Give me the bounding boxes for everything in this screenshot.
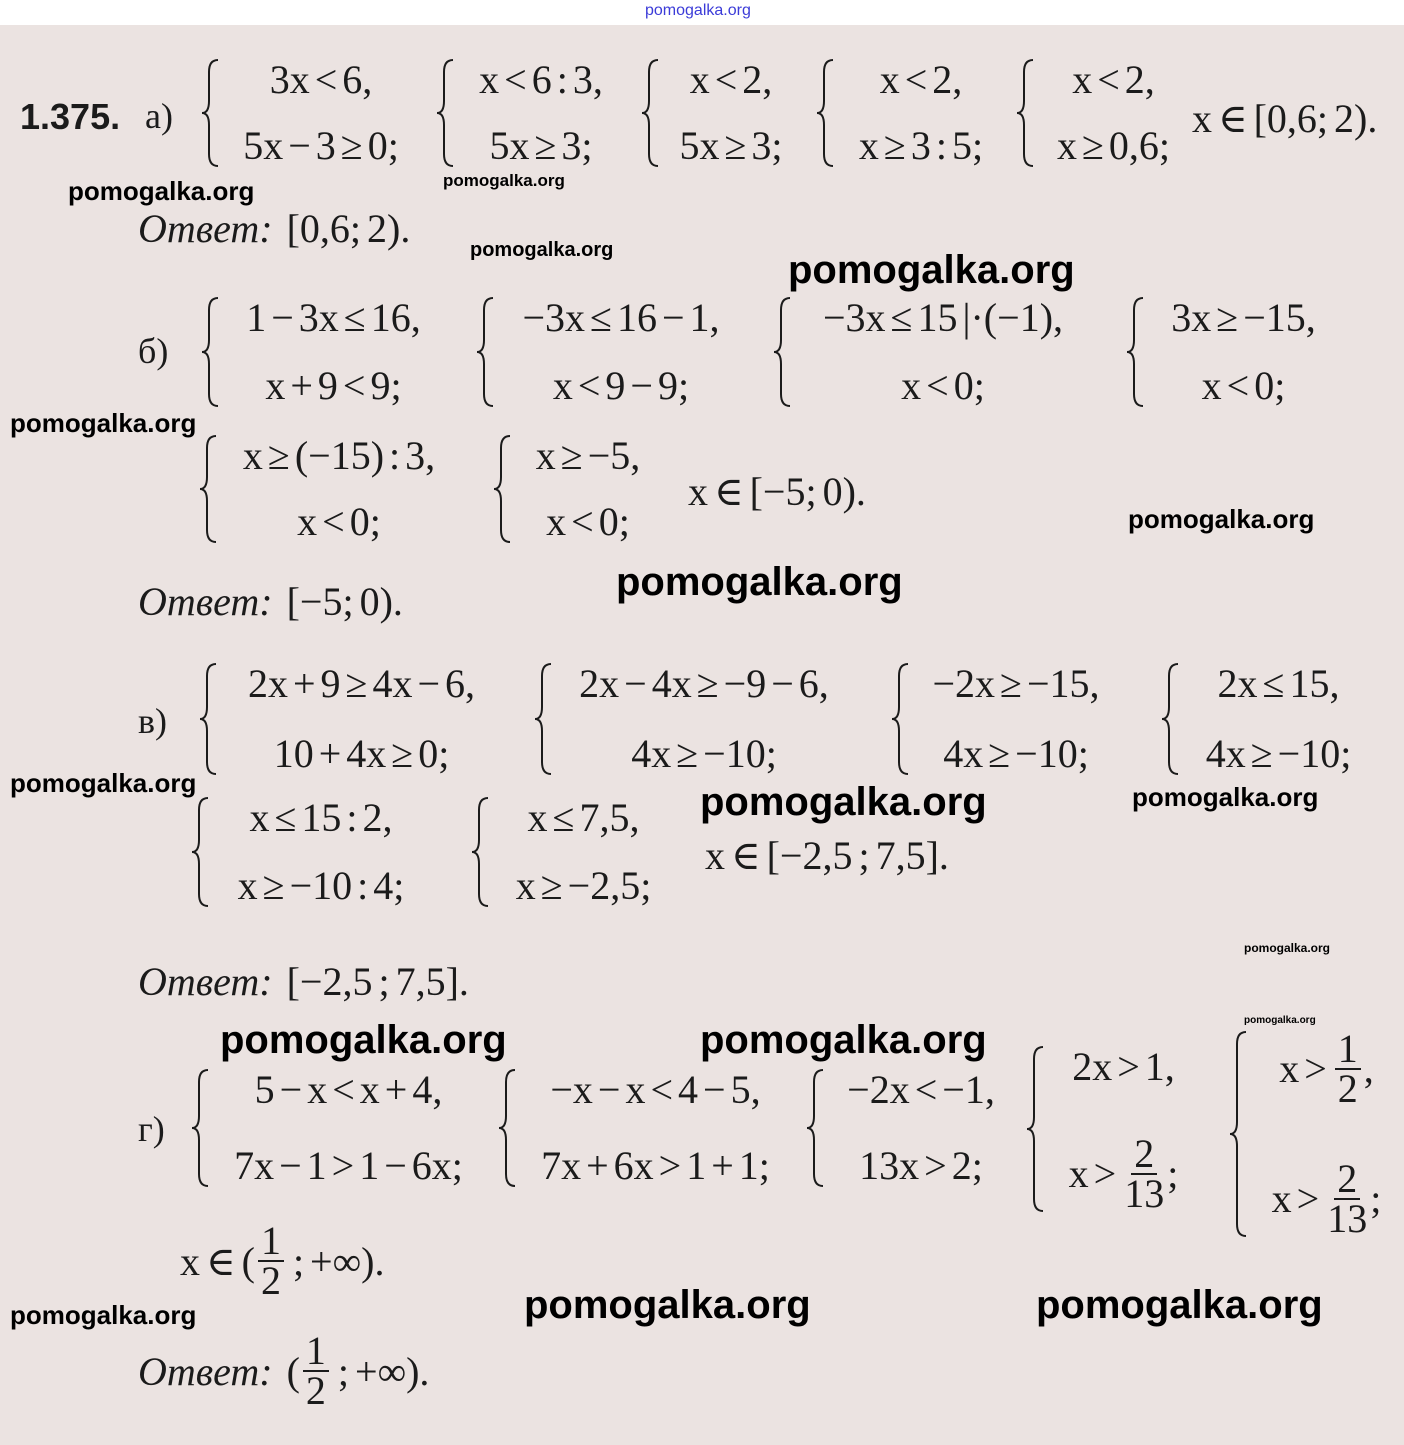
math-text: ; [1370,1176,1382,1221]
math-text: ; +∞). [286,1238,385,1284]
inequality-line [496,796,671,840]
math-text: x ≥ −5, [535,433,641,478]
left-brace-icon [198,662,220,776]
inequality-line [841,124,1001,168]
left-brace-icon [200,58,222,168]
math-text: 4x ≥ −10; [1205,731,1352,776]
left-brace-icon [640,58,662,168]
math-text: ( [286,1348,300,1394]
inequality-system [533,662,849,776]
watermark: pomogalka.org [10,408,197,438]
inequality-system [815,58,1001,168]
inequality-line [501,364,741,408]
numerator: 1 [258,1222,284,1262]
left-brace-icon [492,434,514,544]
left-brace-icon [1160,662,1182,776]
answer-label: Ответ: [138,206,273,251]
inequality-line [501,296,741,340]
solution-set [688,468,866,515]
left-brace-icon [435,58,457,168]
math-text: x < 6 : 3, [479,57,603,102]
math-text: 5x − 3 ≥ 0; [243,123,399,168]
inequality-line [1051,1131,1196,1216]
watermark: pomogalka.org [1128,504,1315,534]
inequality-system [1160,662,1371,776]
inequality-system [200,58,416,168]
math-text: 5x ≥ 3; [489,123,593,168]
solution-set [180,1218,385,1303]
left-brace-icon [497,1068,519,1188]
watermark: pomogalka.org [700,1018,987,1062]
numerator: 2 [1131,1135,1157,1175]
fraction [1124,1131,1165,1216]
watermark: pomogalka.org [68,176,255,206]
inequality-line [461,124,621,168]
math-text: 5 − x < x + 4, [254,1067,443,1112]
inequality-line [518,500,658,544]
fraction [258,1218,284,1303]
inequality-system [1025,1044,1196,1216]
math-text: x < 0; [297,499,381,544]
inequality-line [1151,296,1336,340]
fraction [303,1328,329,1413]
math-text: x < 9 − 9; [552,363,690,408]
math-text: 2x > 1, [1072,1044,1175,1089]
left-brace-icon [805,1068,827,1188]
math-text: [0,6; 2). [286,206,411,251]
watermark[interactable]: pomogalka.org [645,2,751,19]
denominator: 2 [260,1258,281,1303]
math-text: x + 9 < 9; [265,363,402,408]
math-text: x < 0; [1201,363,1286,408]
watermark: pomogalka.org [220,1018,507,1062]
math-text: 10 + 4x ≥ 0; [273,731,450,776]
math-text: −3x ≤ 16 − 1, [522,295,720,340]
math-text: 3x < 6, [269,57,373,102]
math-text: 5x ≥ 3; [679,123,783,168]
math-text: x ∈ [−2,5 ; 7,5]. [705,833,949,878]
math-text: [−5; 0). [286,579,403,624]
watermark: pomogalka.org [1132,782,1319,812]
inequality-system [198,434,454,544]
inequality-line [216,1068,481,1112]
inequality-system [497,1068,788,1188]
part-label: б) [138,331,169,371]
math-text: x ∈ [0,6; 2). [1192,96,1378,141]
left-brace-icon [815,58,837,168]
denominator: 13 [1124,1171,1165,1216]
left-brace-icon [475,296,497,408]
left-brace-icon [470,796,492,908]
answer [138,958,469,1005]
watermark: pomogalka.org [700,780,987,824]
answer-label: Ответ: [138,1348,273,1394]
watermark: pomogalka.org [1244,941,1331,955]
math-text: x ≥ 0,6; [1056,123,1171,168]
math-text: x < 0; [546,499,630,544]
inequality-system [890,662,1116,776]
math-text: x > [1279,1046,1332,1091]
inequality-line [226,58,416,102]
math-text: 7x + 6x > 1 + 1; [541,1143,770,1188]
left-brace-icon [1015,58,1037,168]
watermark: pomogalka.org [470,239,614,261]
inequality-system [190,1068,481,1188]
math-text: x ≥ (−15) : 3, [242,433,436,478]
math-text: x < 2, [689,57,773,102]
denominator: 2 [1337,1066,1358,1111]
inequality-line [1254,1156,1399,1241]
inequality-line [916,732,1116,776]
math-text: −2x ≥ −15, [932,661,1100,706]
part-label: в) [138,701,167,741]
watermark: pomogalka.org [10,1300,197,1330]
inequality-line [831,1068,1011,1112]
inequality-line [461,58,621,102]
inequality-system [200,296,441,408]
left-brace-icon [1228,1030,1250,1238]
math-text: 3x ≥ −15, [1171,295,1316,340]
inequality-line [1041,124,1186,168]
math-text: 7x − 1 > 1 − 6x; [234,1143,463,1188]
left-brace-icon [190,1068,212,1188]
inequality-line [559,732,849,776]
watermark: pomogalka.org [1036,1283,1323,1327]
inequality-line [831,1144,1011,1188]
math-text: 13x > 2; [859,1143,983,1188]
inequality-line [226,124,416,168]
answer [138,1328,430,1413]
math-text: −3x ≤ 15 |·(−1), [822,295,1064,340]
inequality-line [496,864,671,908]
inequality-line [666,58,796,102]
math-text: x < 0; [901,363,985,408]
watermark: pomogalka.org [788,248,1075,292]
inequality-system [1228,1026,1399,1241]
inequality-system [435,58,621,168]
left-brace-icon [533,662,555,776]
answer-label: Ответ: [138,579,273,624]
inequality-line [916,662,1116,706]
math-text: x ≥ −10 : 4; [237,863,405,908]
inequality-line [216,864,426,908]
numerator: 1 [303,1332,329,1372]
inequality-system [198,662,499,776]
left-brace-icon [772,296,794,408]
inequality-line [666,124,796,168]
inequality-line [798,296,1088,340]
inequality-line [523,1144,788,1188]
inequality-line [518,434,658,478]
fraction [1327,1156,1368,1241]
inequality-system [772,296,1088,408]
math-text: x ≤ 15 : 2, [249,795,393,840]
inequality-line [216,796,426,840]
numerator: 1 [1335,1030,1361,1070]
inequality-line [226,296,441,340]
inequality-line [523,1068,788,1112]
watermark: pomogalka.org [524,1283,811,1327]
math-text: x ≥ −2,5; [515,863,652,908]
math-text: 1 − 3x ≤ 16, [246,295,421,340]
inequality-line [1186,662,1371,706]
answer-label: Ответ: [138,959,273,1004]
math-text: ; [1167,1151,1179,1196]
denominator: 2 [305,1368,326,1413]
inequality-line [224,434,454,478]
math-text: 2x − 4x ≥ −9 − 6, [579,661,829,706]
solution-set [705,832,949,879]
inequality-line [1254,1026,1399,1111]
problem-number: 1.375. [20,96,121,137]
inequality-system [1125,296,1336,408]
math-text: [−2,5 ; 7,5]. [286,959,469,1004]
inequality-system [805,1068,1011,1188]
math-text: x > [1271,1176,1325,1221]
left-brace-icon [198,434,220,544]
math-text: x > [1068,1151,1122,1196]
inequality-line [226,364,441,408]
inequality-line [224,500,454,544]
math-text: x < 2, [1072,57,1155,102]
part-label: а) [145,96,173,136]
inequality-line [216,1144,481,1188]
inequality-line [224,662,499,706]
inequality-line [841,58,1001,102]
left-brace-icon [190,796,212,908]
math-text: 4x ≥ −10; [631,731,777,776]
math-text: x ∈ ( [180,1238,255,1284]
left-brace-icon [1025,1045,1047,1213]
math-text: −2x < −1, [847,1067,995,1112]
math-text: x ≥ 3 : 5; [858,123,984,168]
inequality-system [190,796,426,908]
inequality-system [475,296,741,408]
inequality-line [798,364,1088,408]
math-text: 2x ≤ 15, [1217,661,1340,706]
watermark: pomogalka.org [443,171,565,190]
math-text: , [1363,1046,1374,1091]
watermark: pomogalka.org [1244,1015,1316,1026]
part-label: г) [138,1109,165,1149]
inequality-system [470,796,671,908]
fraction [1335,1026,1361,1111]
inequality-system [640,58,796,168]
left-brace-icon [890,662,912,776]
watermark: pomogalka.org [10,768,197,798]
answer [138,578,403,625]
inequality-line [1186,732,1371,776]
math-text: x ∈ [−5; 0). [688,469,866,514]
answer [138,205,410,252]
inequality-line [1051,1045,1196,1089]
watermark: pomogalka.org [616,560,903,604]
inequality-line [559,662,849,706]
math-text: x < 2, [879,57,963,102]
solution-set [1192,95,1377,142]
inequality-system [492,434,658,544]
math-text: −x − x < 4 − 5, [550,1067,761,1112]
math-text: 2x + 9 ≥ 4x − 6, [247,661,476,706]
math-text: x ≤ 7,5, [527,795,640,840]
numerator: 2 [1334,1160,1360,1200]
denominator: 13 [1327,1196,1368,1241]
left-brace-icon [200,296,222,408]
math-text: 4x ≥ −10; [943,731,1089,776]
inequality-line [1151,364,1336,408]
left-brace-icon [1125,296,1147,408]
inequality-line [1041,58,1186,102]
math-text: ; +∞). [331,1348,430,1394]
inequality-line [224,732,499,776]
inequality-system [1015,58,1186,168]
